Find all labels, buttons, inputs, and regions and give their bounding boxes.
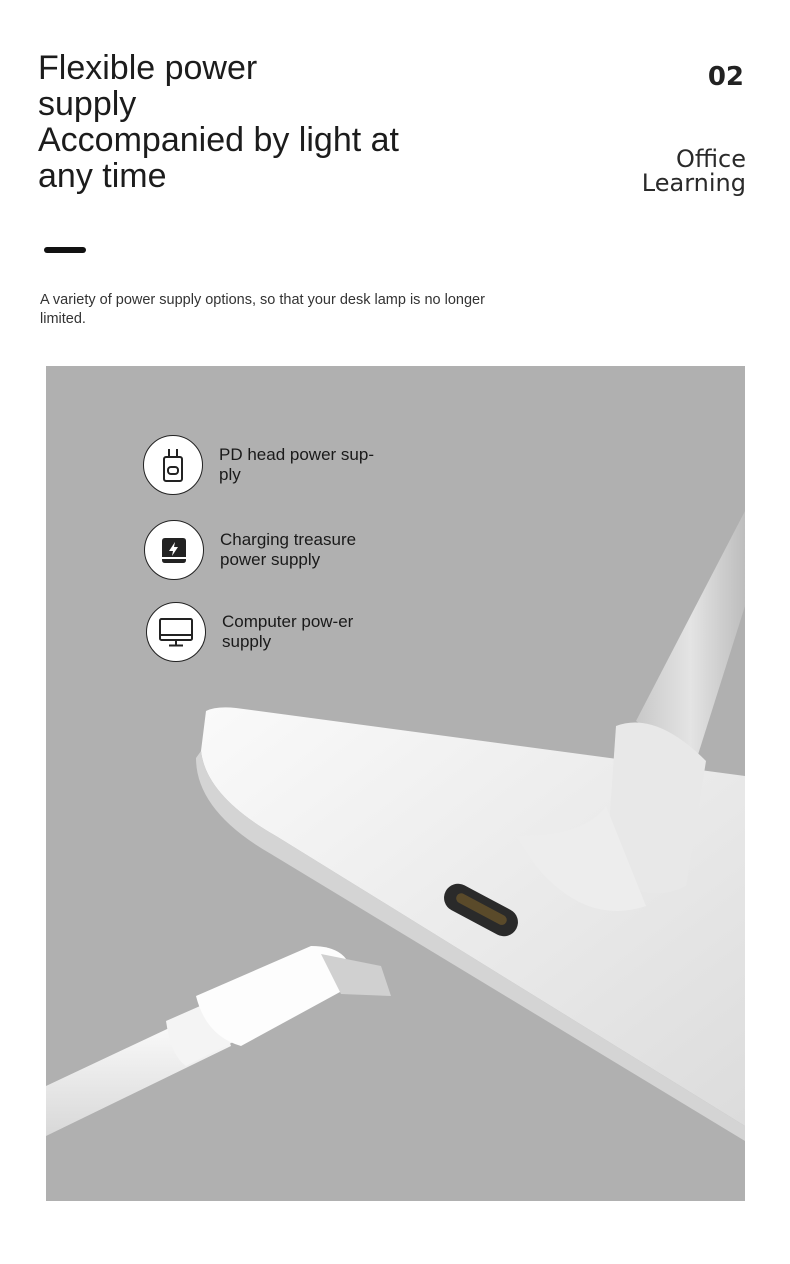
- divider-bar: [44, 247, 86, 253]
- headline-line-3: Accompanied by light at: [38, 121, 399, 159]
- power-option-pd-head: [143, 435, 379, 495]
- power-option-label: Computer pow-er supply: [222, 612, 354, 651]
- category-line-2: Learning: [641, 169, 746, 197]
- power-option-label: Charging treasure power supply: [220, 530, 357, 569]
- headline-line-1: Flexible power: [38, 49, 258, 87]
- headline-line-2: supply: [38, 85, 137, 123]
- description-text: A variety of power supply options, so that your desk lamp is no longer limited.: [40, 292, 485, 327]
- monitor-icon: [146, 602, 206, 662]
- category-label: [642, 147, 746, 195]
- category-line-1: Office: [675, 145, 746, 173]
- power-option-computer: [146, 602, 382, 662]
- product-photo: [46, 366, 745, 1201]
- plug-adapter-icon: [143, 435, 203, 495]
- power-option-label: PD head power sup-ply: [219, 445, 374, 484]
- power-option-charging-treasure: [144, 520, 380, 580]
- power-bank-icon: [144, 520, 204, 580]
- headline-line-4: any time: [38, 157, 167, 195]
- headline: [38, 50, 438, 194]
- step-number: 02: [707, 62, 744, 92]
